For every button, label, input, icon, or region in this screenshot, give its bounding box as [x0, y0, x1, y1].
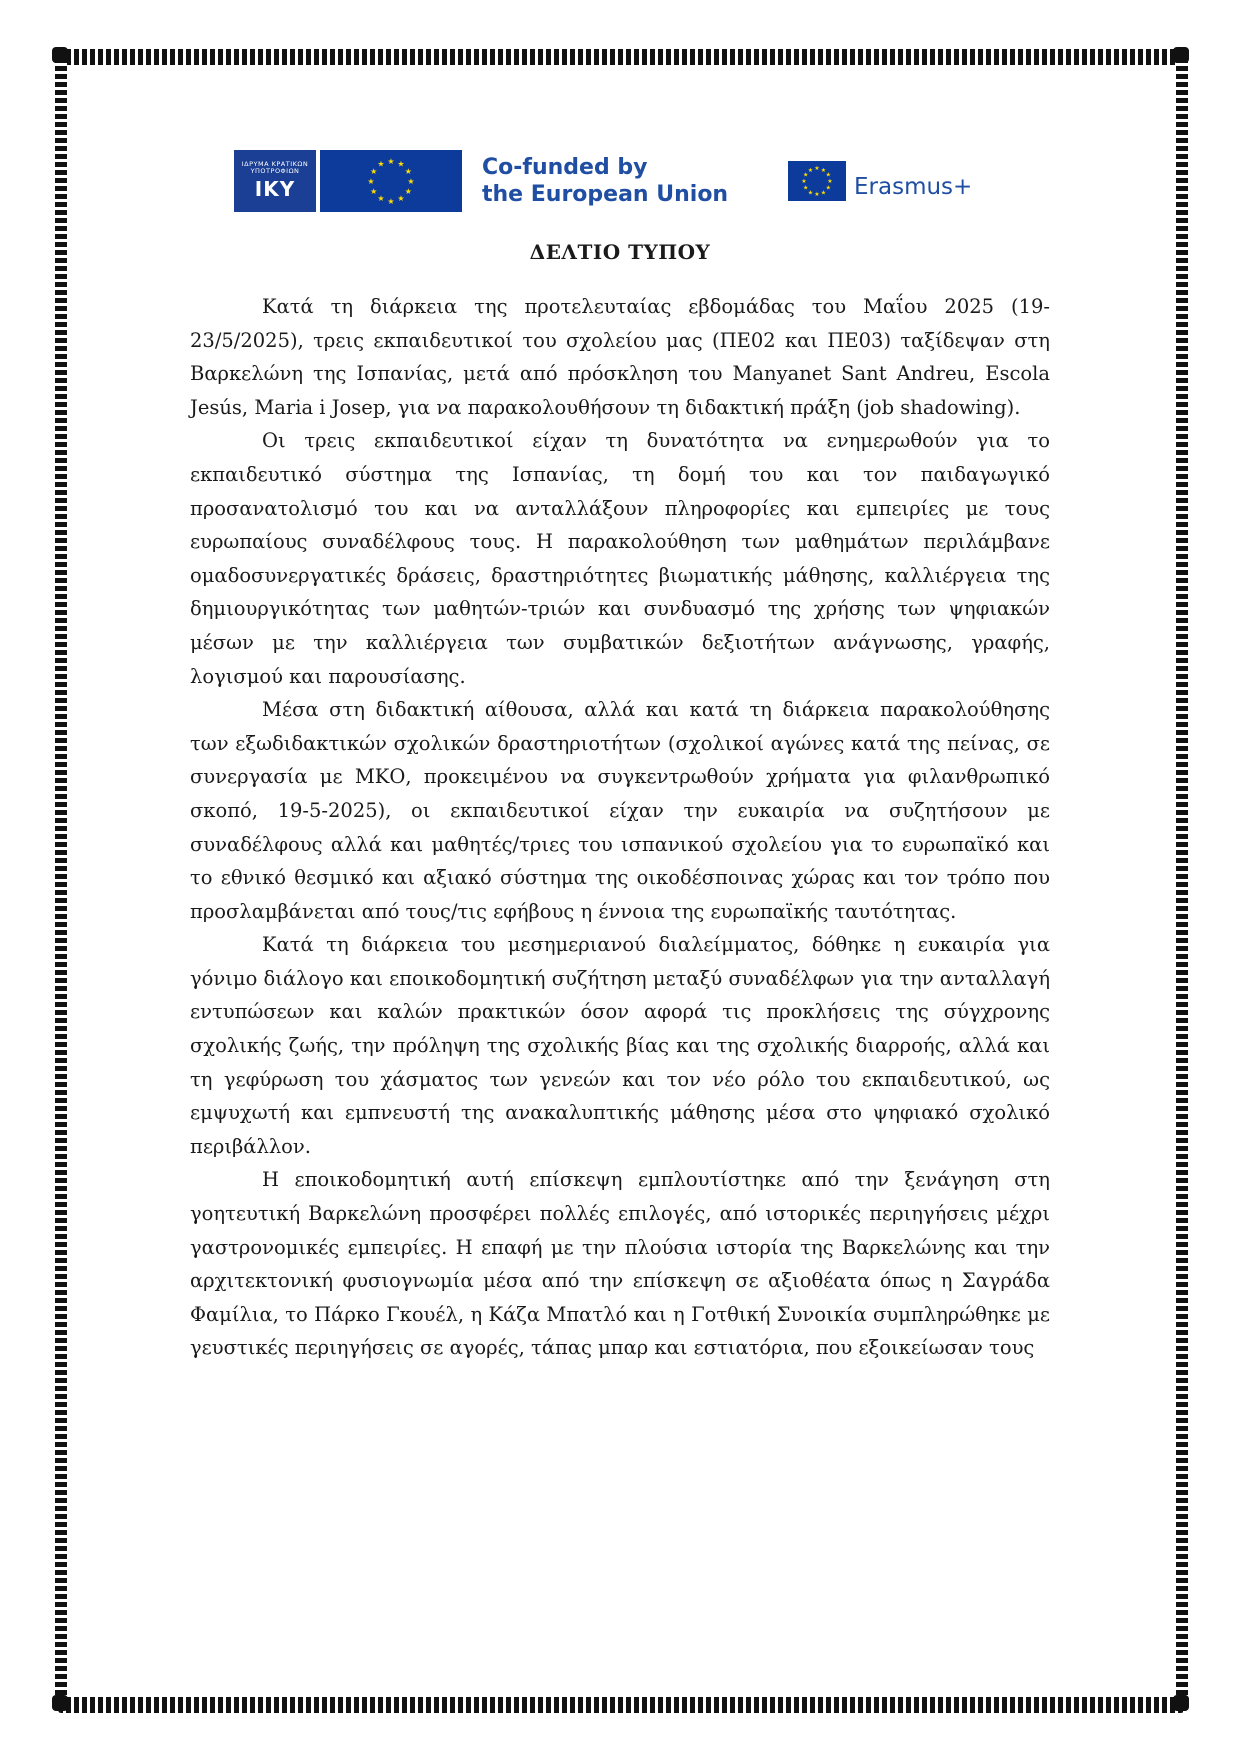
cofunded-text [482, 150, 782, 212]
border-corner [52, 47, 68, 63]
document-title: ΔΕΛΤΙΟ ΤΥΠΟΥ [529, 240, 711, 264]
border-corner [1173, 47, 1189, 63]
eu-star-icon: ★ [803, 171, 809, 179]
eu-star-icon: ★ [407, 176, 415, 186]
cofunded-line-1: Co-funded by [482, 155, 648, 180]
eu-star-icon: ★ [820, 189, 827, 197]
border-corner [52, 1695, 68, 1711]
page-border-bottom [58, 1697, 1184, 1713]
eu-star-icon: ★ [387, 196, 395, 206]
eu-flag-icon [320, 150, 462, 212]
eu-star-icon: ★ [370, 186, 378, 196]
eu-star-icon: ★ [377, 159, 385, 169]
paragraph: Η εποικοδομητική αυτή επίσκεψη εμπλουτίστηκε από την ξενάγηση στη γοητευτική Βαρκελώνη προσφέρει πολλές επιλογές, από ιστορικές περιηγήσεις μέχρι γαστρονομικές εμπειρίες. Η επαφή με την πλούσια ιστορία της Βαρκελώνης και την αρχιτεκτονική φυσιογνωμία μέσα από την επίσκεψη σε αξιοθέατα όπως η Σαγράδα Φαμίλια, το Πάρκο Γκουέλ, η Κάζα Μπατλό και η Γοτθική Συνοικία συμπληρώθηκε με γευστικές περιηγήσεις σε αγορές, τάπας μπαρ και εστιατόρια, που εξοικείωσαν τους [190, 1168, 1050, 1360]
eu-star-icon: ★ [814, 165, 820, 173]
border-corner [1173, 1695, 1189, 1711]
paragraph: Κατά τη διάρκεια της προτελευταίας εβδομάδας του Μαΐου 2025 (19-23/5/2025), τρεις εκπαιδευτικοί του σχολείου μας (ΠΕ02 και ΠΕ03) ταξίδεψαν στη Βαρκελώνη της Ισπανίας, μετά από πρόσκληση του Manyanet Sant Andreu, Escola Jesús, Maria i Josep, για να παρακολουθήσουν τη διδακτική πράξη (job shadowing). [190, 295, 1050, 419]
iky-logo-small-text: ΙΔΡΥΜΑ ΚΡΑΤΙΚΩΝ ΥΠΟΤΡΟΦΙΩΝ [241, 160, 309, 175]
eu-star-icon: ★ [370, 166, 378, 176]
page-border-right [1176, 58, 1188, 1708]
eu-star-icon: ★ [387, 156, 395, 166]
paragraph: Μέσα στη διδακτική αίθουσα, αλλά και κατά τη διάρκεια παρακολούθησης των εξωδιδακτικών σχολικών δραστηριοτήτων (σχολικοί αγώνες κατά της πείνας, σε συνεργασία με ΜΚΟ, προκειμένου να συγκεντρωθούν χρήματα για φιλανθρωπικό σκοπό, 19-5-2025), οι εκπαιδευτικοί είχαν την ευκαιρία να συζητήσουν με συναδέλφους αλλά και μαθητές/τριες του ισπανικού σχολείου για το ευρωπαϊκό και το εθνικό θεσμικό και αξιακό σύστημα της οικοδέσποινας χώρας και τον τρόπο που προσλαμβάνεται από τους/τις εφήβους η έννοια της ευρωπαϊκής ταυτότητας. [190, 698, 1050, 923]
eu-star-icon: ★ [827, 178, 833, 186]
eu-star-icon: ★ [814, 191, 820, 199]
page-border-left [55, 58, 67, 1708]
eu-star-icon: ★ [803, 184, 809, 192]
eu-flag-small-icon [788, 161, 846, 201]
eu-star-icon: ★ [377, 194, 385, 204]
eu-star-icon: ★ [404, 186, 412, 196]
eu-star-icon: ★ [825, 171, 831, 179]
eu-star-icon: ★ [807, 166, 814, 174]
cofunded-line-2: the European Union [482, 182, 729, 207]
eu-star-icon: ★ [404, 166, 412, 176]
eu-star-icon: ★ [825, 184, 831, 192]
eu-star-icon: ★ [397, 194, 405, 204]
eu-star-icon: ★ [801, 178, 807, 186]
eu-star-icon: ★ [397, 159, 405, 169]
paragraph: Οι τρεις εκπαιδευτικοί είχαν τη δυνατότητα να ενημερωθούν για το εκπαιδευτικό σύστημα της Ισπανίας, τη δομή του και τον παιδαγωγικό προσανατολισμό του και να ανταλλάξουν πληροφορίες και εμπειρίες με τους ευρωπαίους συναδέλφους τους. Η παρακολούθηση των μαθημάτων περιλάμβανε ομαδοσυνεργατικές δράσεις, δραστηριότητες βιωματικής μάθησης, καλλιέργεια της δημιουργικότητας των μαθητών-τριών και συνδυασμό της χρήσης των ψηφιακών μέσων με την καλλιέργεια των συμβατικών δεξιοτήτων ανάγνωσης, γραφής, λογισμού και παρουσίασης. [190, 429, 1050, 688]
iky-logo [234, 150, 316, 212]
logo-banner [234, 150, 972, 212]
paragraph: Κατά τη διάρκεια του μεσημεριανού διαλείμματος, δόθηκε η ευκαιρία για γόνιμο διάλογο και εποικοδομητική συζήτηση μεταξύ συναδέλφων για την ανταλλαγή εντυπώσεων και καλών πρακτικών όσον αφορά τις προκλήσεις της σύγχρονης σχολικής ζωής, την πρόληψη της σχολικής βίας και της σχολικής διαρροής, αλλά και τη γεφύρωση του χάσματος των γενεών και τον νέο ρόλο του εκπαιδευτικού, ως εμψυχωτή και εμπνευστή της ανακαλυπτικής μάθησης μέσα στο ψηφιακό σχολικό περιβάλλον. [190, 933, 1050, 1158]
eu-star-icon: ★ [820, 166, 827, 174]
erasmus-logo: Erasmus+ [854, 174, 973, 200]
page-border-top [58, 49, 1184, 65]
eu-star-icon: ★ [807, 189, 814, 197]
iky-logo-text: IKY [254, 177, 296, 201]
document-body [190, 290, 1050, 1365]
eu-star-icon: ★ [367, 176, 375, 186]
